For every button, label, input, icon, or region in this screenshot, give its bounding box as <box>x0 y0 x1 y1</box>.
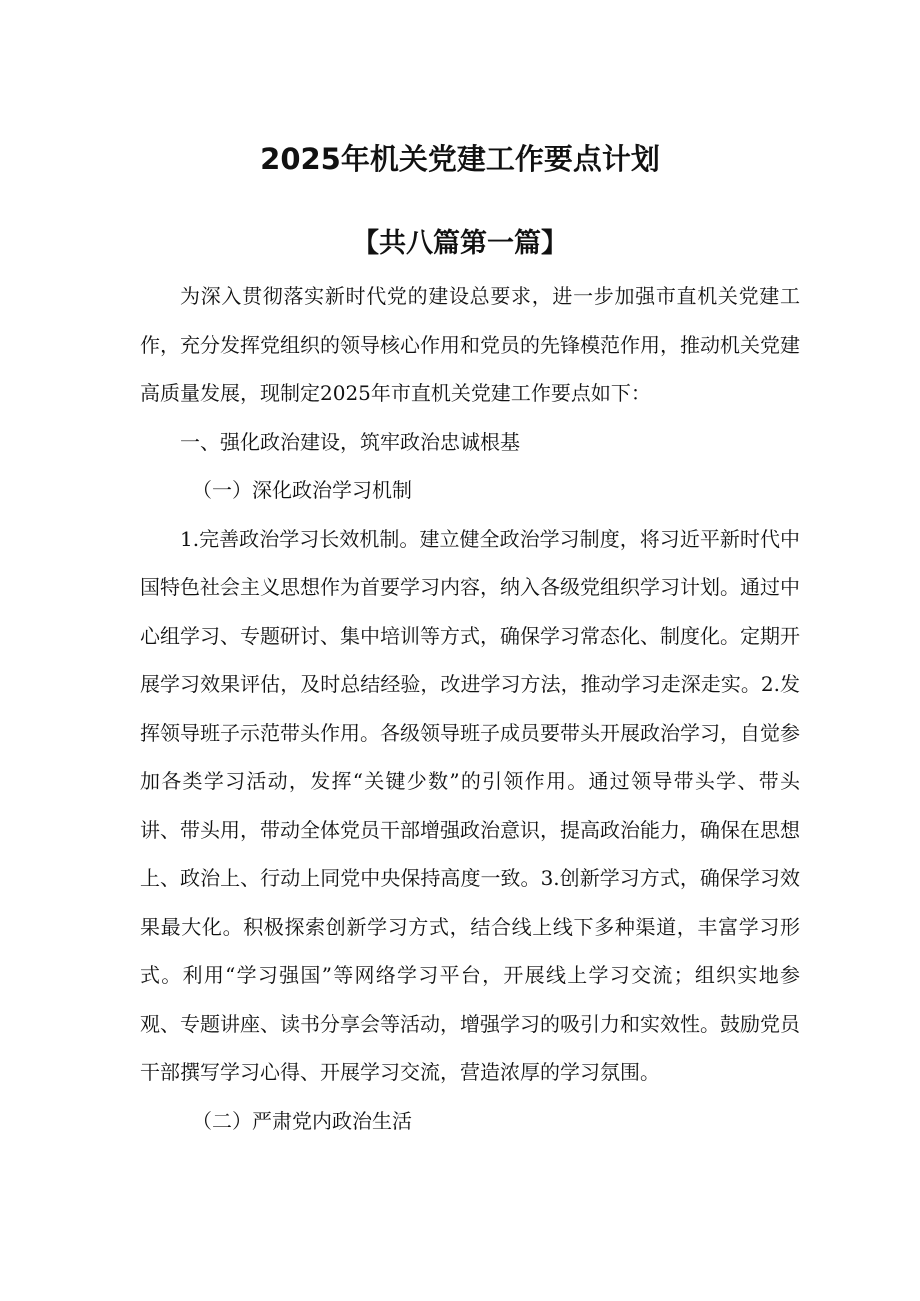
document-subtitle: 【共八篇第一篇】 <box>352 228 568 259</box>
section-heading: 一、强化政治建设，筑牢政治忠诚根基 <box>180 429 520 454</box>
body-paragraph: 1.完善政治学习长效机制。建立健全政治学习制度，将习近平新时代中国特色社会主义思想作为首要学习内容，纳入各级党组织学习计划。通过中心组学习、专题研讨、集中培训等方式，确保学习常态化、制度化。定期开展学习效果评估，及时总结经验，改进学习方法，推动学习走深走实。2.发挥领导班子示范带头作用。各级领导班子成员要带头开展政治学习，自觉参加各类学习活动，发挥“关键少数”的引领作用。通过领导带头学、带头讲、带头用，带动全体党员干部增强政治意识，提高政治能力，确保在思想上、政治上、行动上同党中央保持高度一致。3.创新学习方式，确保学习效果最大化。积极探索创新学习方式，结合线上线下多种渠道，丰富学习形式。利用“学习强国”等网络学习平台，开展线上学习交流；组织实地参观、专题讲座、读书分享会等活动，增强学习的吸引力和实效性。鼓励党员干部撰写学习心得、开展学习交流，营造浓厚的学习氛围。 <box>140 526 800 1084</box>
document-body <box>140 272 800 1145</box>
document-title: 2025年机关党建工作要点计划 <box>260 142 660 176</box>
subsection-heading: （一）深化政治学习机制 <box>192 478 412 502</box>
intro-paragraph: 为深入贯彻落实新时代党的建设总要求，进一步加强市直机关党建工作，充分发挥党组织的领导核心作用和党员的先锋模范作用，推动机关党建高质量发展，现制定2025年市直机关党建工作要点如下： <box>140 284 800 405</box>
subsection-heading: （二）严肃党内政治生活 <box>192 1108 412 1133</box>
